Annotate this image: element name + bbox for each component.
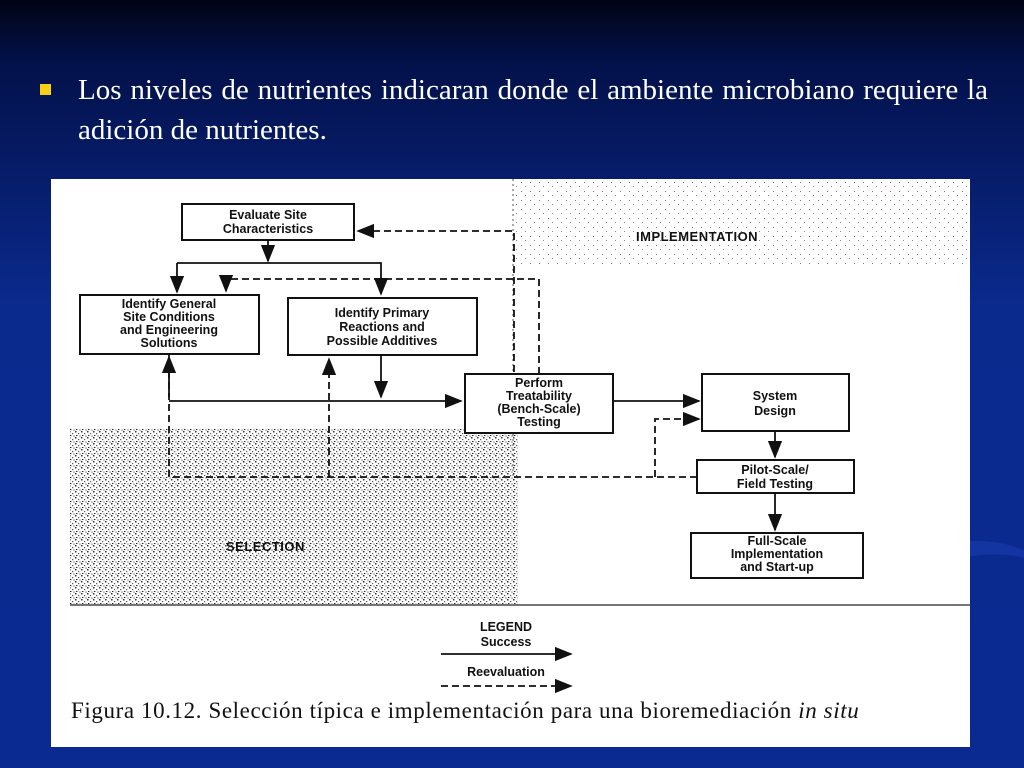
bullet-text: Los niveles de nutrientes indicaran donde el ambiente microbiano requiere la adición de nutrientes. — [78, 74, 988, 146]
legend-title: LEGEND — [479, 620, 533, 634]
svg-text:PerformTreatability(Bench-Scal: Perform Treatability (Bench-Scale) Testing — [497, 376, 581, 429]
svg-text:SystemDesign: System Design — [752, 389, 798, 418]
node-treatability-testing — [465, 374, 613, 433]
node-evaluate-site — [182, 204, 354, 240]
node-pilot-scale — [697, 460, 854, 493]
svg-text:Pilot-Scale/Field Testing: Pilot-Scale/ Field Testing — [736, 463, 814, 491]
caption-italic: in situ — [798, 698, 860, 723]
selection-label: SELECTION — [226, 539, 305, 554]
node-identify-general — [80, 295, 259, 354]
bullet-item — [40, 70, 988, 150]
figure-caption — [71, 699, 961, 722]
flowchart — [51, 179, 970, 699]
node-full-scale — [691, 533, 863, 578]
implementation-region-shading — [513, 179, 970, 264]
selection-region-shading — [70, 429, 518, 604]
svg-text:Evaluate SiteCharacteristics: Evaluate Site Characteristics — [222, 208, 314, 236]
legend — [441, 620, 571, 686]
svg-text:Full-ScaleImplementationand St: Full-Scale Implementation and Start-up — [730, 534, 824, 574]
legend-success-label: Success — [480, 635, 532, 649]
bullet-square-icon — [40, 84, 51, 95]
node-system-design — [702, 374, 849, 431]
node-identify-primary — [288, 298, 477, 355]
implementation-label: IMPLEMENTATION — [636, 229, 759, 244]
svg-text:Identify GeneralSite Condition: Identify General Site Conditions and Engineering Solutions — [120, 297, 218, 350]
svg-text:Identify PrimaryReactions andP: Identify Primary Reactions and Possible Additives — [326, 306, 438, 348]
legend-reevaluation-label: Reevaluation — [467, 665, 545, 679]
caption-main: Figura 10.12. Selección típica e implementación para una bioremediación — [71, 698, 799, 723]
figure-panel — [51, 179, 970, 747]
